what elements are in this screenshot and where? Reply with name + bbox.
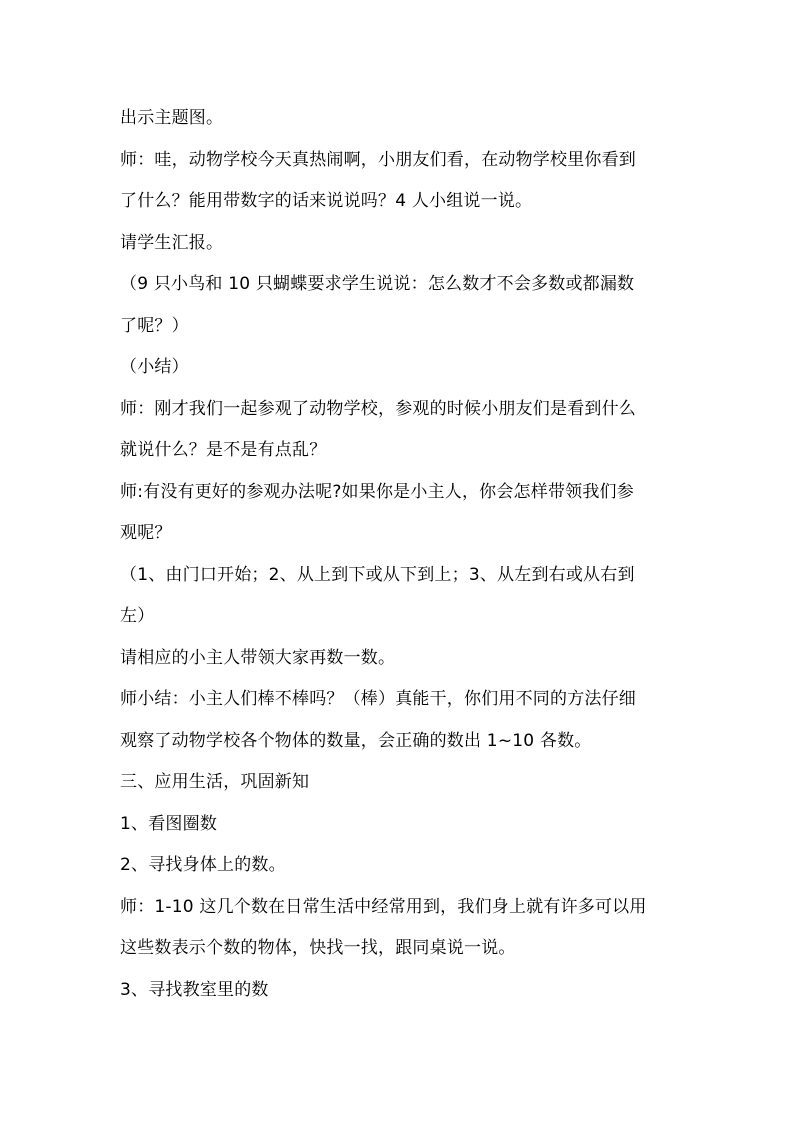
text-line: 出示主题图。 [120,108,224,128]
text-line: （9 只小鸟和 10 只蝴蝶要求学生说说：怎么数才不会多数或都漏数 [120,274,635,294]
text-line: 师:有没有更好的参观办法呢?如果你是小主人，你会怎样带领我们参 [120,481,634,502]
text-line: （小结） [120,357,189,377]
text-line: （1、由门口开始；2、从上到下或从下到上；3、从左到右或从右到 [120,564,635,585]
section-heading: 三、应用生活，巩固新知 [120,772,310,792]
text-line: 师：哇，动物学校今天真热闹啊，小朋友们看，在动物学校里你看到 [120,149,636,170]
text-line: 就说什么？是不是有点乱？ [120,440,327,460]
text-line: 师：1-10 这几个数在日常生活中经常用到，我们身上就有许多可以用 [120,896,647,917]
text-line: 师小结：小主人们棒不棒吗？（棒）真能干，你们用不同的方法仔细 [120,689,636,709]
text-line: 了呢？） [120,315,189,336]
text-line: 请相应的小主人带领大家再数一数。 [120,647,396,668]
text-line: 请学生汇报。 [120,232,224,253]
text-line: 左） [120,606,155,626]
text-line: 观呢？ [120,523,172,543]
list-item: 2、寻找身体上的数。 [120,855,286,875]
list-item: 1、看图圈数 [120,813,218,834]
list-item: 3、寻找教室里的数 [120,979,269,1000]
text-line: 观察了动物学校各个物体的数量，会正确的数出 1~10 各数。 [120,730,592,751]
text-line: 了什么？能用带数字的话来说说吗？4 人小组说一说。 [120,191,533,211]
text-line: 这些数表示个数的物体，快找一找，跟同桌说一说。 [120,938,516,958]
text-line: 师：刚才我们一起参观了动物学校，参观的时候小朋友们是看到什么 [120,398,636,419]
document-body [120,98,682,1011]
